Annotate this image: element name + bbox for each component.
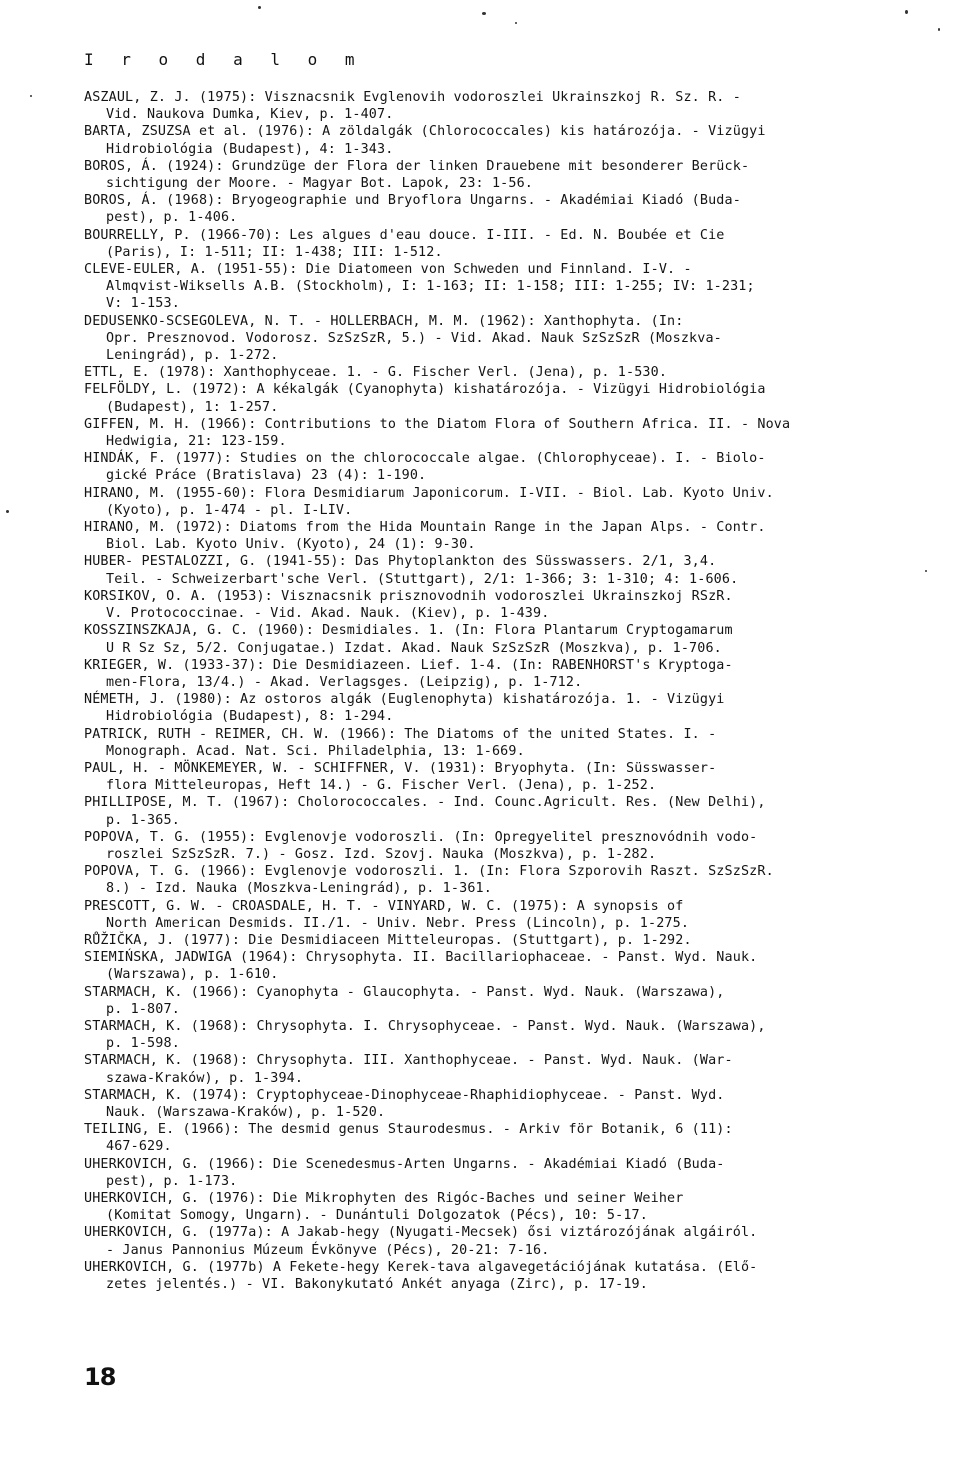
reference-entry bbox=[84, 1224, 914, 1258]
reference-entry bbox=[84, 1156, 914, 1190]
reference-first-line: STARMACH, K. (1974): Cryptophyceae-Dinophyceae-Rhaphidiophyceae. - Panst. Wyd. bbox=[84, 1087, 725, 1103]
reference-entry bbox=[84, 1018, 914, 1052]
reference-entry bbox=[84, 553, 914, 587]
reference-first-line: ETTL, E. (1978): Xanthophyceae. 1. - G. Fischer Verl. (Jena), p. 1-530. bbox=[84, 365, 668, 381]
reference-entry bbox=[84, 949, 914, 983]
scan-speck bbox=[6, 510, 9, 513]
reference-continuation-line: roszlei SzSzSzR. 7.) - Gosz. Izd. Szovj. Nauka (Moszkva), p. 1-282. bbox=[106, 846, 657, 862]
reference-entry bbox=[84, 123, 914, 157]
reference-first-line: BOURRELLY, P. (1966-70): Les algues d'eau douce. I-III. - Ed. N. Boubée et Cie bbox=[84, 227, 725, 243]
scan-speck bbox=[925, 570, 927, 572]
reference-first-line: GIFFEN, M. H. (1966): Contributions to the Diatom Flora of Southern Africa. II. - Nova bbox=[84, 416, 791, 432]
section-heading: I r o d a l o m bbox=[84, 50, 364, 69]
reference-entry bbox=[84, 450, 914, 484]
reference-first-line: NÉMETH, J. (1980): Az ostoros algák (Euglenophyta) kishatározója. 1. - Vizügyi bbox=[84, 692, 725, 708]
reference-first-line: KORSIKOV, O. A. (1953): Visznacsnik prisznovodnih vodoroszlei Ukrainszkoj RSzR. bbox=[84, 588, 733, 604]
reference-continuation-line: Hedwigia, 21: 123-159. bbox=[106, 434, 287, 450]
reference-entry bbox=[84, 984, 914, 1018]
reference-continuation-line: V: 1-153. bbox=[106, 296, 180, 312]
reference-first-line: ASZAUL, Z. J. (1975): Visznacsnik Evglenovih vodoroszlei Ukrainszkoj R. Sz. R. - bbox=[84, 90, 741, 105]
reference-entry bbox=[84, 519, 914, 553]
reference-entry bbox=[84, 227, 914, 261]
reference-entry bbox=[84, 485, 914, 519]
reference-continuation-line: Biol. Lab. Kyoto Univ. (Kyoto), 24 (1): 9-30. bbox=[106, 537, 476, 553]
reference-continuation-line: flora Mitteleuropas, Heft 14.) - G. Fischer Verl. (Jena), p. 1-252. bbox=[106, 778, 657, 794]
reference-continuation-line: zetes jelentés.) - VI. Bakonykutató Ankét anyaga (Zirc), p. 17-19. bbox=[106, 1277, 648, 1293]
reference-first-line: UHERKOVICH, G. (1977b) A Fekete-hegy Kerek-tava algavegetációjának kutatása. (Elő- bbox=[84, 1259, 758, 1275]
reference-entry bbox=[84, 622, 914, 656]
reference-first-line: STARMACH, K. (1966): Cyanophyta - Glaucophyta. - Panst. Wyd. Nauk. (Warszawa), bbox=[84, 984, 725, 1000]
reference-first-line: CLEVE-EULER, A. (1951-55): Die Diatomeen von Schweden und Finnland. I-V. - bbox=[84, 262, 692, 278]
reference-entry bbox=[84, 364, 914, 381]
reference-first-line: STARMACH, K. (1968): Chrysophyta. I. Chrysophyceae. - Panst. Wyd. Nauk. (Warszawa), bbox=[84, 1018, 766, 1034]
reference-continuation-line: Almqvist-Wiksells A.B. (Stockholm), I: 1-163; II: 1-158; III: 1-255; IV: 1-231; bbox=[106, 279, 755, 295]
reference-continuation-line: Nauk. (Warszawa-Kraków), p. 1-520. bbox=[106, 1104, 386, 1120]
reference-continuation-line: 467-629. bbox=[106, 1139, 172, 1155]
reference-continuation-line: Leningrád), p. 1-272. bbox=[106, 348, 279, 364]
reference-first-line: UHERKOVICH, G. (1976): Die Mikrophyten des Rigóc-Baches und seiner Weiher bbox=[84, 1191, 684, 1206]
reference-first-line: PRESCOTT, G. W. - CROASDALE, H. T. - VINYARD, W. C. (1975): A synopsis of bbox=[84, 898, 684, 914]
scan-speck bbox=[30, 95, 32, 97]
page-number: 18 bbox=[84, 1363, 116, 1391]
reference-continuation-line: p. 1-365. bbox=[106, 812, 180, 828]
reference-first-line: HINDÁK, F. (1977): Studies on the chlorococcale algae. (Chlorophyceae). I. - Biolo- bbox=[84, 451, 766, 467]
reference-entry bbox=[84, 829, 914, 863]
reference-continuation-line: gické Práce (Bratislava) 23 (4): 1-190. bbox=[106, 468, 427, 484]
reference-first-line: BOROS, Á. (1968): Bryogeographie und Bryoflora Ungarns. - Akadémiai Kiadó (Buda- bbox=[84, 193, 741, 209]
reference-continuation-line: sichtigung der Moore. - Magyar Bot. Lapok, 23: 1-56. bbox=[106, 176, 534, 192]
reference-first-line: RŮŽIČKA, J. (1977): Die Desmidiaceen Mitteleuropas. (Stuttgart), p. 1-292. bbox=[84, 932, 692, 948]
reference-first-line: UHERKOVICH, G. (1966): Die Scenedesmus-Arten Ungarns. - Akadémiai Kiadó (Buda- bbox=[84, 1156, 725, 1172]
reference-continuation-line: Hidrobiológia (Budapest), 4: 1-343. bbox=[106, 141, 394, 157]
reference-continuation-line: (Paris), I: 1-511; II: 1-438; III: 1-512. bbox=[106, 244, 443, 260]
reference-continuation-line: pest), p. 1-173. bbox=[106, 1173, 238, 1189]
reference-continuation-line: - Janus Pannonius Múzeum Évkönyve (Pécs), 20-21: 7-16. bbox=[106, 1242, 550, 1258]
reference-entry bbox=[84, 313, 914, 365]
reference-first-line: DEDUSENKO-SCSEGOLEVA, N. T. - HOLLERBACH, M. M. (1962): Xanthophyta. (In: bbox=[84, 313, 684, 329]
reference-continuation-line: Opr. Presznovod. Vodorosz. SzSzSzR, 5.) - Vid. Akad. Nauk SzSzSzR (Moszkva- bbox=[106, 330, 722, 346]
reference-continuation-line: p. 1-807. bbox=[106, 1001, 180, 1017]
reference-entry bbox=[84, 726, 914, 760]
reference-continuation-line: V. Protococcinae. - Vid. Akad. Nauk. (Kiev), p. 1-439. bbox=[106, 606, 550, 622]
reference-first-line: POPOVA, T. G. (1966): Evglenovje vodoroszli. 1. (In: Flora Szporovih Raszt. SzSzSzR. bbox=[84, 864, 774, 880]
reference-first-line: TEILING, E. (1966): The desmid genus Staurodesmus. - Arkiv för Botanik, 6 (11): bbox=[84, 1122, 733, 1138]
reference-first-line: STARMACH, K. (1968): Chrysophyta. III. Xanthophyceae. - Panst. Wyd. Nauk. (War- bbox=[84, 1053, 733, 1069]
reference-entry bbox=[84, 89, 914, 123]
reference-entry bbox=[84, 863, 914, 897]
reference-entry bbox=[84, 1087, 914, 1121]
reference-first-line: HUBER- PESTALOZZI, G. (1941-55): Das Phytoplankton des Süsswassers. 2/1, 3,4. bbox=[84, 554, 717, 570]
reference-continuation-line: szawa-Kraków), p. 1-394. bbox=[106, 1070, 304, 1086]
reference-first-line: BOROS, Á. (1924): Grundzüge der Flora der linken Drauebene mit besonderer Berück- bbox=[84, 158, 750, 174]
reference-entry bbox=[84, 381, 914, 415]
reference-entry bbox=[84, 794, 914, 828]
reference-entry bbox=[84, 158, 914, 192]
reference-first-line: FELFÖLDY, L. (1972): A kékalgák (Cyanophyta) kishatározója. - Vizügyi Hidrobiológia bbox=[84, 382, 766, 398]
reference-continuation-line: pest), p. 1-406. bbox=[106, 210, 238, 226]
reference-entry bbox=[84, 932, 914, 949]
reference-continuation-line: 8.) - Izd. Nauka (Moszkva-Leningrád), p. 1-361. bbox=[106, 881, 492, 897]
reference-first-line: HIRANO, M. (1955-60): Flora Desmidiarum Japonicorum. I-VII. - Biol. Lab. Kyoto Univ. bbox=[84, 485, 774, 501]
reference-first-line: SIEMIŃSKA, JADWIGA (1964): Chrysophyta. II. Bacillariophaceae. - Panst. Wyd. Nauk. bbox=[84, 950, 758, 966]
reference-first-line: UHERKOVICH, G. (1977a): A Jakab-hegy (Nyugati-Mecsek) ősi viztározójának algáiról. bbox=[84, 1225, 758, 1241]
reference-entry bbox=[84, 416, 914, 450]
reference-entry bbox=[84, 261, 914, 313]
reference-first-line: PAUL, H. - MÖNKEMEYER, W. - SCHIFFNER, V. (1931): Bryophyta. (In: Süsswasser- bbox=[84, 760, 717, 776]
reference-first-line: HIRANO, M. (1972): Diatoms from the Hida Mountain Range in the Japan Alps. - Contr. bbox=[84, 520, 766, 536]
reference-continuation-line: Teil. - Schweizerbart'sche Verl. (Stuttgart), 2/1: 1-366; 3: 1-310; 4: 1-606. bbox=[106, 571, 739, 587]
reference-entry bbox=[84, 1052, 914, 1086]
reference-continuation-line: Monograph. Acad. Nat. Sci. Philadelphia, 13: 1-669. bbox=[106, 743, 525, 759]
reference-first-line: PHILLIPOSE, M. T. (1967): Cholorococcales. - Ind. Counc.Agricult. Res. (New Delhi), bbox=[84, 795, 766, 811]
reference-entry bbox=[84, 691, 914, 725]
reference-entry bbox=[84, 1259, 914, 1293]
reference-continuation-line: Vid. Naukova Dumka, Kiev, p. 1-407. bbox=[106, 107, 394, 123]
scan-speck bbox=[515, 22, 517, 24]
reference-continuation-line: (Komitat Somogy, Ungarn). - Dunántuli Dolgozatok (Pécs), 10: 5-17. bbox=[106, 1208, 648, 1224]
reference-entry bbox=[84, 192, 914, 226]
reference-entry bbox=[84, 1121, 914, 1155]
reference-entry bbox=[84, 588, 914, 622]
reference-continuation-line: (Warszawa), p. 1-610. bbox=[106, 967, 279, 983]
scan-speck bbox=[482, 12, 486, 15]
reference-continuation-line: men-Flora, 13/4.) - Akad. Verlagsges. (Leipzig), p. 1-712. bbox=[106, 674, 583, 690]
scan-speck bbox=[905, 10, 908, 14]
reference-first-line: KOSSZINSZKAJA, G. C. (1960): Desmidiales. 1. (In: Flora Plantarum Cryptogamarum bbox=[84, 623, 733, 639]
reference-continuation-line: (Kyoto), p. 1-474 - pl. I-LIV. bbox=[106, 502, 353, 518]
reference-list bbox=[84, 89, 914, 1293]
reference-first-line: KRIEGER, W. (1933-37): Die Desmidiazeen. Lief. 1-4. (In: RABENHORST's Kryptoga- bbox=[84, 657, 733, 673]
reference-continuation-line: p. 1-598. bbox=[106, 1036, 180, 1052]
reference-entry bbox=[84, 657, 914, 691]
reference-entry bbox=[84, 898, 914, 932]
reference-entry bbox=[84, 760, 914, 794]
reference-first-line: BARTA, ZSUZSA et al. (1976): A zöldalgák (Chlorococcales) kis határozója. - Vizügyi bbox=[84, 124, 766, 140]
scan-speck bbox=[258, 6, 261, 9]
scan-speck bbox=[938, 28, 940, 31]
reference-continuation-line: U R Sz Sz, 5/2. Conjugatae.) Izdat. Akad. Nauk SzSzSzR (Moszkva), p. 1-706. bbox=[106, 640, 722, 656]
reference-continuation-line: North American Desmids. II./1. - Univ. Nebr. Press (Lincoln), p. 1-275. bbox=[106, 915, 690, 931]
reference-continuation-line: (Budapest), 1: 1-257. bbox=[106, 399, 279, 415]
reference-first-line: PATRICK, RUTH - REIMER, CH. W. (1966): The Diatoms of the united States. I. - bbox=[84, 726, 717, 742]
reference-continuation-line: Hidrobiológia (Budapest), 8: 1-294. bbox=[106, 709, 394, 725]
reference-entry bbox=[84, 1190, 914, 1224]
reference-first-line: POPOVA, T. G. (1955): Evglenovje vodoroszli. (In: Opregyelitel presznovódnih vodo- bbox=[84, 829, 758, 845]
